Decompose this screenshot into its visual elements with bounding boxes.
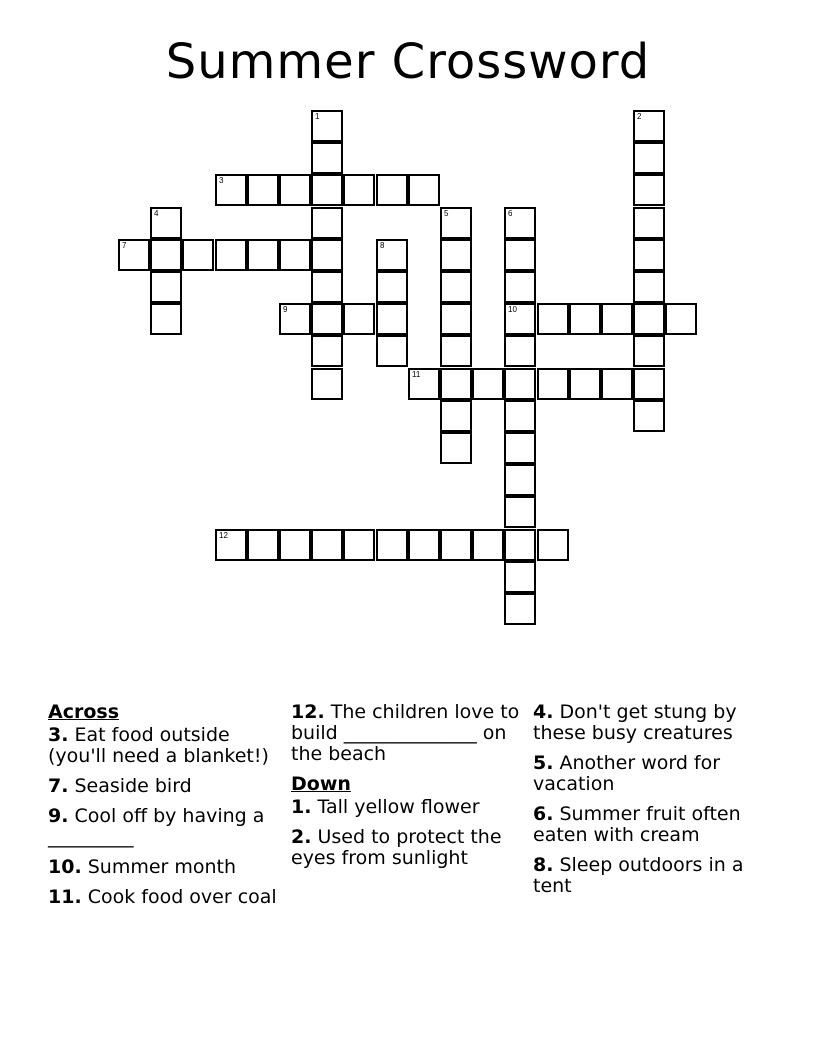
- grid-cell[interactable]: [504, 303, 536, 335]
- clue-number: 3: [219, 176, 224, 185]
- clue-down-2: 2. Used to protect the eyes from sunlight: [291, 826, 502, 869]
- grid-cell[interactable]: [440, 303, 472, 335]
- grid-cell[interactable]: [150, 239, 182, 271]
- grid-cell[interactable]: [215, 174, 247, 206]
- grid-cell[interactable]: [504, 271, 536, 303]
- grid-cell[interactable]: [215, 529, 247, 561]
- grid-cell[interactable]: [440, 335, 472, 367]
- clue-across-11: 11. Cook food over coal: [48, 886, 277, 908]
- clue-down-6: 6. Summer fruit often eaten with cream: [533, 803, 741, 846]
- grid-cell[interactable]: [504, 239, 536, 271]
- grid-cell[interactable]: [440, 207, 472, 239]
- grid-cell[interactable]: [440, 529, 472, 561]
- clue-number: 7: [122, 241, 127, 250]
- grid-cell[interactable]: [150, 207, 182, 239]
- down-heading: Down: [291, 773, 351, 795]
- clue-down-5: 5. Another word for vacation: [533, 752, 721, 795]
- grid-cell[interactable]: [408, 174, 440, 206]
- grid-cell[interactable]: [601, 303, 633, 335]
- grid-cell[interactable]: [311, 303, 343, 335]
- grid-cell[interactable]: [440, 432, 472, 464]
- clue-number: 4: [154, 209, 159, 218]
- clue-across-12: 12. The children love to build ______________ on the beach: [291, 701, 520, 765]
- clue-across-7: 7. Seaside bird: [48, 775, 192, 797]
- grid-cell[interactable]: [408, 368, 440, 400]
- grid-cell[interactable]: [376, 303, 408, 335]
- grid-cell[interactable]: [343, 529, 375, 561]
- grid-cell[interactable]: [537, 303, 569, 335]
- grid-cell[interactable]: [504, 207, 536, 239]
- grid-cell[interactable]: [504, 496, 536, 528]
- clue-down-8: 8. Sleep outdoors in a tent: [533, 854, 744, 897]
- clue-number: 1: [315, 112, 320, 121]
- grid-cell[interactable]: [504, 335, 536, 367]
- grid-cell[interactable]: [633, 303, 665, 335]
- grid-cell[interactable]: [440, 239, 472, 271]
- grid-cell[interactable]: [376, 174, 408, 206]
- grid-cell[interactable]: [311, 335, 343, 367]
- grid-cell[interactable]: [665, 303, 697, 335]
- grid-cell[interactable]: [472, 368, 504, 400]
- grid-cell[interactable]: [537, 368, 569, 400]
- grid-cell[interactable]: [569, 368, 601, 400]
- grid-cell[interactable]: [504, 400, 536, 432]
- grid-cell[interactable]: [376, 239, 408, 271]
- grid-cell[interactable]: [504, 561, 536, 593]
- grid-cell[interactable]: [633, 110, 665, 142]
- grid-cell[interactable]: [633, 368, 665, 400]
- grid-cell[interactable]: [440, 271, 472, 303]
- grid-cell[interactable]: [247, 239, 279, 271]
- clue-number: 6: [508, 209, 513, 218]
- clue-number: 10: [508, 305, 517, 314]
- clue-down-4: 4. Don't get stung by these busy creatures: [533, 701, 737, 744]
- clue-number: 2: [637, 112, 642, 121]
- clue-column-1: [48, 702, 283, 917]
- grid-cell[interactable]: [311, 110, 343, 142]
- clue-across-10: 10. Summer month: [48, 856, 237, 878]
- grid-cell[interactable]: [182, 239, 214, 271]
- grid-cell[interactable]: [440, 368, 472, 400]
- grid-cell[interactable]: [633, 400, 665, 432]
- grid-cell[interactable]: [633, 174, 665, 206]
- grid-cell[interactable]: [279, 174, 311, 206]
- grid-cell[interactable]: [504, 529, 536, 561]
- grid-cell[interactable]: [633, 335, 665, 367]
- grid-cell[interactable]: [633, 207, 665, 239]
- grid-cell[interactable]: [215, 239, 247, 271]
- clue-number: 12: [219, 531, 228, 540]
- grid-cell[interactable]: [311, 174, 343, 206]
- grid-cell[interactable]: [311, 271, 343, 303]
- grid-cell[interactable]: [279, 303, 311, 335]
- grid-cell[interactable]: [311, 207, 343, 239]
- grid-cell[interactable]: [633, 239, 665, 271]
- grid-cell[interactable]: [504, 464, 536, 496]
- grid-cell[interactable]: [633, 271, 665, 303]
- grid-cell[interactable]: [279, 239, 311, 271]
- grid-cell[interactable]: [150, 303, 182, 335]
- grid-cell[interactable]: [343, 174, 375, 206]
- grid-cell[interactable]: [537, 529, 569, 561]
- clue-number: 9: [283, 305, 288, 314]
- clue-across-3: 3. Eat food outside (you'll need a blanket!): [48, 724, 269, 767]
- grid-cell[interactable]: [504, 593, 536, 625]
- grid-cell[interactable]: [569, 303, 601, 335]
- clue-across-9: 9. Cool off by having a _________: [48, 805, 265, 848]
- grid-cell[interactable]: [440, 400, 472, 432]
- grid-cell[interactable]: [150, 271, 182, 303]
- clue-number: 8: [380, 241, 385, 250]
- grid-cell[interactable]: [343, 303, 375, 335]
- grid-cell[interactable]: [311, 142, 343, 174]
- grid-cell[interactable]: [311, 239, 343, 271]
- grid-cell[interactable]: [118, 239, 150, 271]
- clue-number: 5: [444, 209, 449, 218]
- grid-cell[interactable]: [504, 368, 536, 400]
- grid-cell[interactable]: [408, 529, 440, 561]
- grid-cell[interactable]: [376, 335, 408, 367]
- page-title: Summer Crossword: [165, 34, 651, 90]
- grid-cell[interactable]: [247, 174, 279, 206]
- clue-number: 11: [412, 370, 421, 379]
- grid-cell[interactable]: [376, 529, 408, 561]
- grid-cell[interactable]: [247, 529, 279, 561]
- clue-column-3: [533, 702, 773, 906]
- clue-column-2: [291, 702, 526, 878]
- grid-cell[interactable]: [633, 142, 665, 174]
- grid-cell[interactable]: [472, 529, 504, 561]
- grid-cell[interactable]: [311, 368, 343, 400]
- grid-cell[interactable]: [376, 271, 408, 303]
- clue-down-1: 1. Tall yellow flower: [291, 796, 480, 818]
- grid-cell[interactable]: [601, 368, 633, 400]
- grid-cell[interactable]: [311, 529, 343, 561]
- across-heading: Across: [48, 701, 120, 723]
- grid-cell[interactable]: [279, 529, 311, 561]
- grid-cell[interactable]: [504, 432, 536, 464]
